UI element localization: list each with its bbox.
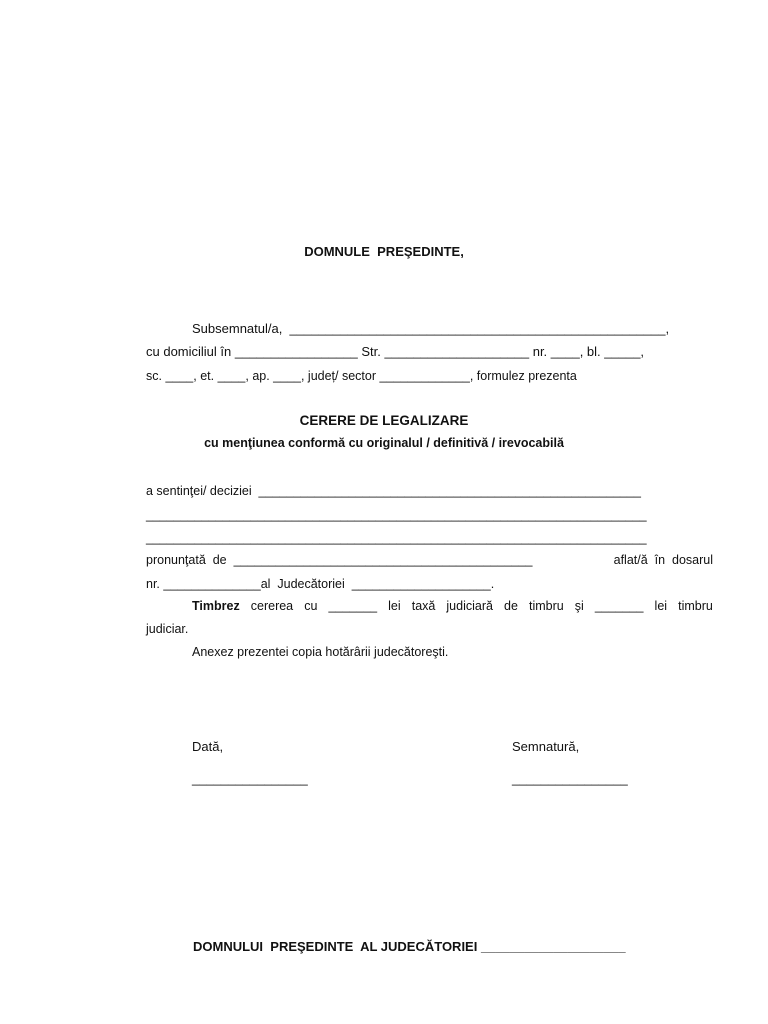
- salutation: DOMNULE PREŞEDINTE,: [304, 244, 464, 259]
- stamp-word: cu: [304, 599, 318, 613]
- signature-label: Semnatură,: [512, 739, 580, 754]
- stamp-word: lei: [654, 599, 668, 613]
- stamp-blank: _______: [594, 599, 644, 613]
- intro-line-2: cu domiciliul în _________________ Str. ____________________ nr. ____, bl. _____,: [146, 344, 645, 359]
- annex-line: Anexez prezentei copia hotărârii judecătoreşti.: [192, 645, 449, 659]
- stamp-word: şi: [574, 599, 584, 613]
- stamp-line-1: [192, 598, 713, 614]
- stamp-word: lei: [388, 599, 401, 613]
- form-title: CERERE DE LEGALIZARE: [299, 413, 469, 428]
- stamp-word: taxă: [411, 599, 436, 613]
- stamp-word: cererea: [250, 599, 294, 613]
- date-label: Dată,: [192, 739, 224, 754]
- stamp-blank: _______: [328, 599, 378, 613]
- form-subtitle: cu menţiunea conformă cu originalul / definitivă / irevocabilă: [204, 436, 564, 450]
- body-line-3: ________________________________________________________________________: [146, 531, 647, 545]
- stamp-word: timbru: [528, 599, 564, 613]
- case-file: aflat/ă în dosarul: [613, 553, 713, 567]
- body-line-5: nr. ______________al Judecătoriei ____________________.: [146, 577, 495, 591]
- body-line-2: ________________________________________________________________________: [146, 508, 647, 522]
- stamp-word: judiciară: [446, 599, 493, 613]
- stamp-word: de: [504, 599, 518, 613]
- body-line-4: [146, 552, 713, 568]
- signature-line: ________________: [512, 771, 628, 786]
- body-line-1: a sentinţei/ deciziei _______________________________________________________: [146, 484, 641, 498]
- pronounced-by: pronunţată de ___________________________________________: [146, 553, 533, 567]
- stamp-word: timbru: [678, 599, 713, 613]
- intro-line-1: Subsemnatul/a, ____________________________________________________,: [192, 321, 670, 336]
- stamp-line-2: judiciar.: [146, 622, 189, 636]
- intro-line-3: sc. ____, et. ____, ap. ____, județ/ sector _____________, formulez prezenta: [146, 369, 577, 383]
- addressee: DOMNULUI PREŞEDINTE AL JUDECĂTORIEI ____________________: [193, 939, 626, 954]
- date-line: ________________: [192, 771, 308, 786]
- stamp-bold-word: Timbrez: [192, 599, 240, 613]
